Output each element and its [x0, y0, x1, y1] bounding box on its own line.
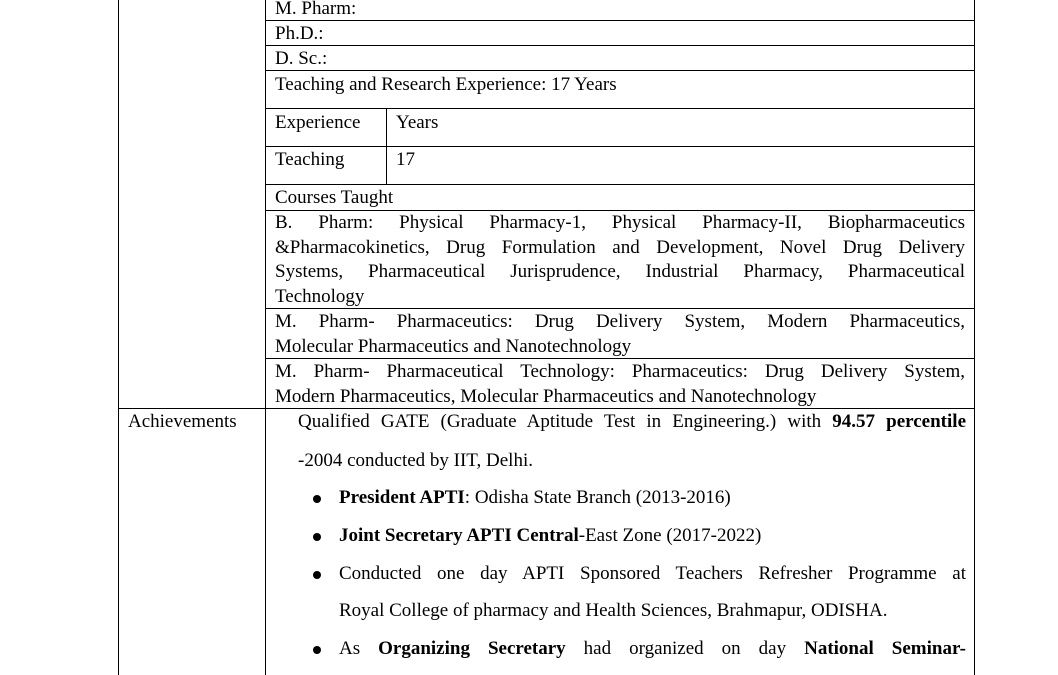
joint-secretary-title: Joint Secretary APTI Central	[339, 525, 579, 546]
bpharm-courses-line: B. Pharm: Physical Pharmacy-1, Physical Pharmacy-II, Biopharmaceutics	[275, 212, 965, 233]
mpharm-pharmaceutics-line: Molecular Pharmaceutics and Nanotechnology	[275, 335, 632, 357]
national-seminar: National Seminar-	[804, 638, 967, 659]
m-pharm-label: M. Pharm:	[275, 0, 357, 19]
row-divider	[265, 70, 975, 71]
phd-label: Ph.D.:	[275, 23, 324, 44]
table-border-right	[974, 0, 975, 675]
achievement-refresher-line2: Royal College of pharmacy and Health Sciences, Brahmapur, ODISHA.	[339, 600, 888, 621]
bullet-icon	[313, 646, 321, 654]
achievement-seminar	[339, 637, 966, 661]
president-detail: : Odisha State Branch (2013-2016)	[464, 487, 731, 508]
seminar-text: As	[339, 638, 379, 659]
row-divider	[265, 20, 975, 21]
bullet-icon	[313, 571, 321, 579]
mpharm-pharmaceutics-line: M. Pharm- Pharmaceutics: Drug Delivery System, Modern Pharmaceutics,	[275, 311, 965, 332]
mpharm-technology-line: M. Pharm- Pharmaceutical Technology: Pharmaceutics: Drug Delivery System,	[275, 361, 965, 382]
achievement-refresher-line1: Conducted one day APTI Sponsored Teachers Refresher Programme at	[339, 563, 966, 584]
achievements-label: Achievements	[128, 411, 237, 432]
joint-secretary-detail: -East Zone (2017-2022)	[578, 525, 762, 546]
bullet-icon	[313, 533, 321, 541]
organizing-secretary: Organizing Secretary	[378, 638, 566, 659]
gate-achievement	[298, 410, 966, 434]
gate-year: -2004 conducted by IIT, Delhi.	[298, 450, 533, 471]
dsc-label: D. Sc.:	[275, 48, 328, 69]
experience-header: Experience	[275, 112, 361, 133]
courses-heading: Courses Taught	[275, 187, 394, 208]
table-border-left	[118, 0, 119, 675]
years-header: Years	[396, 112, 439, 133]
seminar-text: had organized on day	[565, 638, 805, 659]
teaching-years: 17	[396, 149, 415, 170]
achievement-president	[339, 486, 731, 510]
row-divider	[265, 146, 975, 147]
achievement-joint-secretary	[339, 524, 761, 548]
bpharm-courses-line: Systems, Pharmaceutical Jurisprudence, Industrial Pharmacy, Pharmaceutical	[275, 261, 965, 283]
gate-percentile: 94.57 percentile	[832, 411, 967, 432]
bpharm-courses-line: Technology	[275, 285, 365, 307]
table-column-divider	[265, 0, 266, 675]
bullet-icon	[313, 495, 321, 503]
experience-summary: Teaching and Research Experience: 17 Years	[275, 74, 617, 95]
bpharm-courses-line: &Pharmacokinetics, Drug Formulation and Development, Novel Drug Delivery	[275, 236, 965, 258]
row-divider	[265, 184, 975, 185]
president-title: President APTI	[339, 487, 465, 508]
gate-text: Qualified GATE (Graduate Aptitude Test in Engineering.) with	[298, 411, 833, 432]
row-divider	[265, 45, 975, 46]
mpharm-technology-line: Modern Pharmaceutics, Molecular Pharmaceutics and Nanotechnology	[275, 385, 817, 407]
teaching-label: Teaching	[275, 149, 345, 170]
row-divider	[265, 108, 975, 109]
